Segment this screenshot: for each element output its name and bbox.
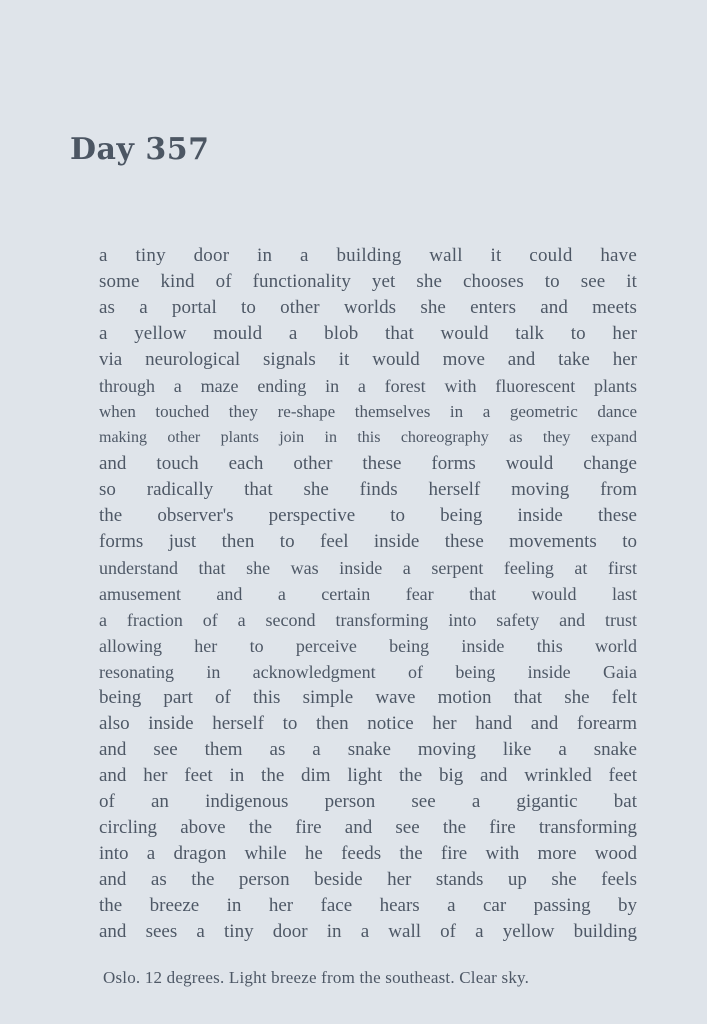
- poem-line: of an indigenous person see a gigantic bat: [99, 791, 637, 812]
- poem-line: and see them as a snake moving like a snake: [99, 739, 637, 760]
- page-title: Day 357: [70, 132, 210, 168]
- poem-line: allowing her to perceive being inside this world: [99, 636, 637, 656]
- poem-line: forms just then to feel inside these movements to: [99, 531, 637, 552]
- poem-line: understand that she was inside a serpent feeling at first: [99, 558, 637, 578]
- poem-line: and sees a tiny door in a wall of a yellow building: [99, 921, 637, 942]
- poem-line: being part of this simple wave motion that she felt: [99, 687, 637, 708]
- poem-line: and as the person beside her stands up she feels: [99, 869, 637, 890]
- poem-line: a tiny door in a building wall it could have: [99, 245, 637, 266]
- poem-line: a yellow mould a blob that would talk to her: [99, 323, 637, 344]
- poem-line: the observer's perspective to being inside these: [99, 505, 637, 526]
- poem-line: circling above the fire and see the fire transforming: [99, 817, 637, 838]
- poem-line: as a portal to other worlds she enters and meets: [99, 297, 637, 318]
- poem-line: and her feet in the dim light the big and wrinkled feet: [99, 765, 637, 786]
- poem-line: and touch each other these forms would change: [99, 453, 637, 474]
- poem-line: resonating in acknowledgment of being inside Gaia: [99, 662, 637, 682]
- poem-line: the breeze in her face hears a car passing by: [99, 895, 637, 916]
- poem-line: amusement and a certain fear that would last: [99, 584, 637, 604]
- poem-line: making other plants join in this choreography as they expand: [99, 429, 637, 446]
- poem-line: also inside herself to then notice her hand and forearm: [99, 713, 637, 734]
- poem-line: when touched they re-shape themselves in a geometric dance: [99, 402, 637, 421]
- poem-line: via neurological signals it would move and take her: [99, 349, 637, 370]
- poem-line: some kind of functionality yet she chooses to see it: [99, 271, 637, 292]
- weather-footer: Oslo. 12 degrees. Light breeze from the southeast. Clear sky.: [103, 968, 530, 987]
- poem-line: through a maze ending in a forest with fluorescent plants: [99, 376, 637, 396]
- poem-body: [99, 243, 637, 945]
- poem-line: a fraction of a second transforming into safety and trust: [99, 610, 637, 630]
- poem-line: so radically that she finds herself moving from: [99, 479, 637, 500]
- poem-line: into a dragon while he feeds the fire with more wood: [99, 843, 637, 864]
